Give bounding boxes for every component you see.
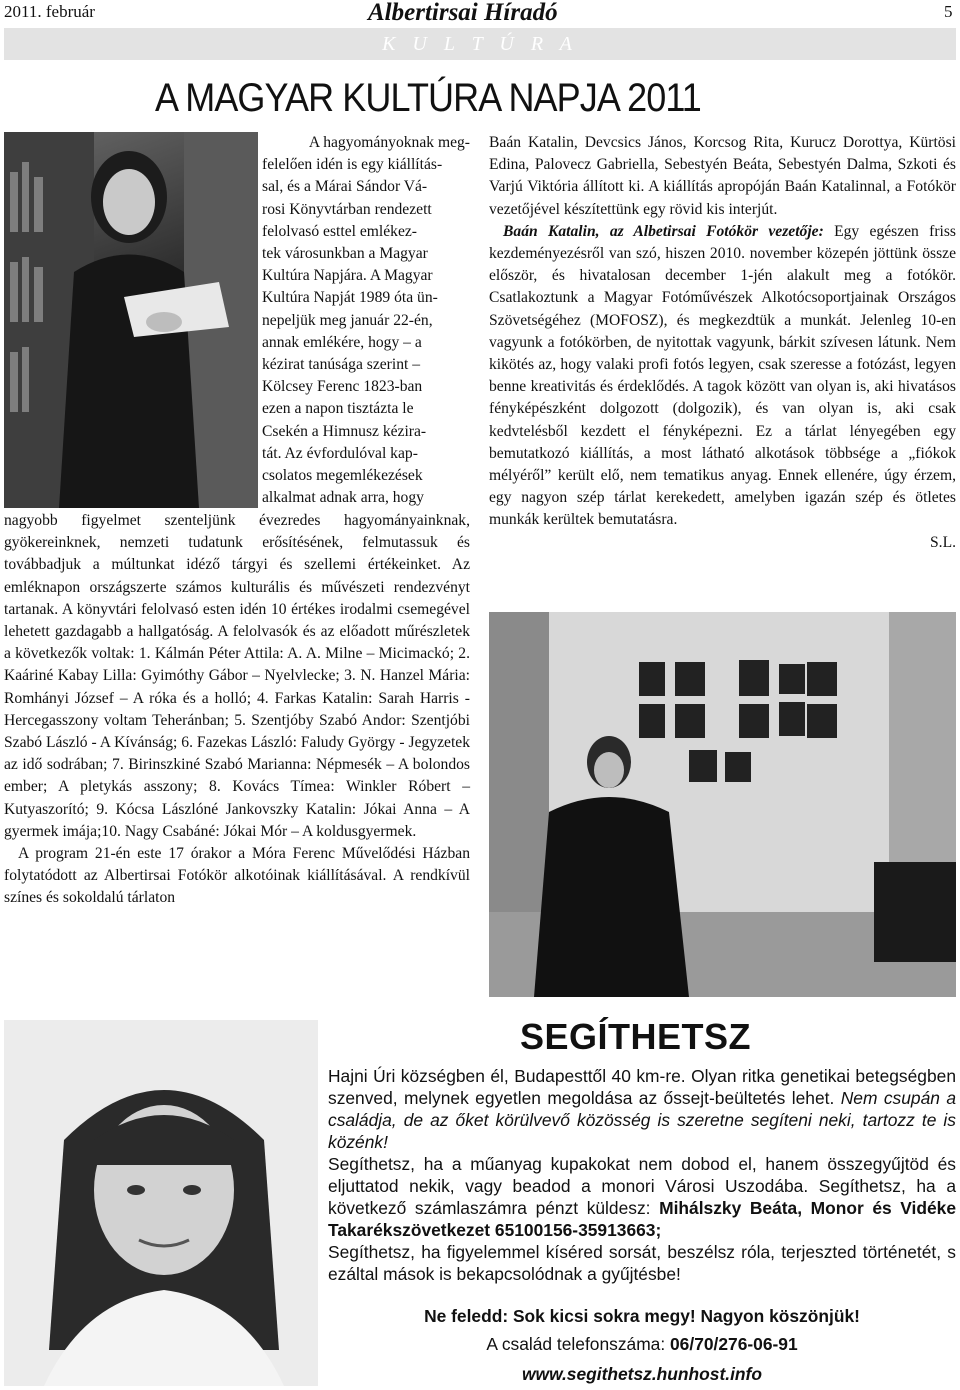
page-number: 5 <box>944 2 953 21</box>
reader-girl-illustration <box>4 132 258 508</box>
phone-number: 06/70/276-06-91 <box>670 1334 798 1354</box>
photo-exhibition <box>489 612 956 997</box>
appeal-text: Segíthetsz, ha a műanyag kupakokat nem dobod el, hanem összegyűjtöd és eljuttatod nekik, vagy beadod a monori Városi Uszodába. Segíthetsz, ha a következő számlaszámra pénzt küldesz: <box>328 1154 956 1218</box>
section-banner <box>4 28 956 60</box>
text-line: kézirat tanúsága szerint – <box>262 356 421 374</box>
text-line: felelően idén is egy kiállítás- <box>262 156 443 174</box>
text-line: tát. Az évfordulóval kap- <box>262 444 418 462</box>
appeal-text-italic: Nem csupán a családja, de az őket körülvevő közösség is szeretne segíteni neki, tartozz te is közénk! <box>328 1088 956 1152</box>
child-portrait-illustration <box>4 1020 318 1386</box>
text-line: A hagyományoknak meg- <box>308 134 470 151</box>
appeal-title: SEGÍTHETSZ <box>520 1016 752 1057</box>
text-line: csolatos megemlékezések <box>262 467 423 485</box>
family-phone-line <box>328 1334 956 1355</box>
article-right-column <box>489 132 956 554</box>
interview-lead: Baán Katalin, az Albetirsai Fotókör vezetője: <box>503 222 824 240</box>
article-paragraph: nagyobb figyelmet szenteljünk évezredes hagyományainknak, gyökereinknek, nemzeti tudatunk erősítésének, felmutassuk és továbbadjuk a múltunkat idéző tárgyi és szellemi értékeinket. Az emléknapon országszerte számos kulturális és művészeti rendezvényt tartanak. A könyvtári felolvasó esten idén 10 értékes irodalmi csemegével lehetett gazdagabb a hallgatóság. A felolvasók és az előadott műrészletek a következők voltak: 1. Kálmán Péter Attila: A. A. Milne – Micimackó; 2. Kaáriné Kabay Lilla: Gyimóthy Gábor – Nyelvlecke; 3. N. Hanzel Mária: Romhányi József – A róka és a holló; 4. Farkas Katalin: Sarah Harris - Hercegasszony voltam Teheránban; 5. Szentjóby Szabó Andor: Szentjóbi Szabó László - A Kívánság; 6. Fazekas László: Faludy György - Jegyzetek az idő sodrában; 7. Birinszkiné Szabó Marianna: Népmesék – A bolondos ember; A pletykás asszony; 8. Kovács Tímea: Winkler Róbert – Kutyaszorító; 9. Kócsa Lászlóné Jankovszky Katalin: Jókai Anna – A gyermek imája;10. Nagy Csabáné: Jókai Mór – A koldusgyermek. <box>4 512 470 840</box>
interview-text: Egy egészen friss kezdeményezésről van szó, hiszen 2010. november közepén jöttünk össze először, és hivatalosan december 1-jén alakult meg a fotókör. Csatlakoztunk a Magyar Fotóművészek Alkotócsoportjainak Országos Szövetségéhez (MOFOSZ), és megkezdtük a munkát. Jelenleg 10-en vagyunk a fotókörben, de nyitottak vagyunk, bárkit szívesen látunk. Nem kikötés az, hogy valaki profi fotós legyen, csak szeresse a fotózást, legyen benne kreativitás és érdeklődés. A tagok között van olyan is, aki hivatásos fényképészként dolgozott (dolgozik), és van olyan is, aki csak kedvtelésből kezdett el fényképezni. Ez a tárlat lényegében egy bemutatkozó kiállítás, a most látható alkotások többsége a „fiókok mélyéről” került elő, nem tematikus anyag. Ennek ellenére, úgy érzem, egy nagyon szép tárlat kerekedett, amelyben igazán szép és ötletes munkák kerültek bemutatásra. <box>489 222 956 529</box>
appeal-text: Hajni Úri községben él, Budapesttől 40 km-re. Olyan ritka genetikai betegségben szenved, melynek egyetlen megoldása az őssejt-beültetés lehet. <box>328 1066 956 1108</box>
newspaper-title: Albertirsai Híradó <box>368 0 558 26</box>
text-line: alkalmat adnak arra, hogy <box>262 489 424 507</box>
article-title: A MAGYAR KULTÚRA NAPJA 2011 <box>155 76 701 120</box>
article-paragraph: A program 21-én este 17 órakor a Móra Ferenc Művelődési Házban folytatódott az Albertirsai Fotókör alkotóinak kiállításával. A rendkívül színes és sokoldalú tárlaton <box>4 845 470 907</box>
text-line: nepeljük meg január 22-én, <box>262 311 433 329</box>
photo-child-hajni <box>4 1020 318 1386</box>
phone-label: A család telefonszáma: <box>486 1334 671 1354</box>
section-label: K U L T Ú R A <box>382 32 578 55</box>
issue-date: 2011. február <box>4 2 95 21</box>
appeal-closing: Ne feledd: Sok kicsi sokra megy! Nagyon köszönjük! <box>424 1306 860 1326</box>
text-line: tek városunkban a Magyar <box>262 245 428 263</box>
text-line: sal, és a Márai Sándor Vá- <box>262 178 428 196</box>
appeal-text: Segíthetsz, ha figyelemmel kíséred sorsát, beszélsz róla, terjeszted történetét, s ezáltal mások is bekapcsolódnak a gyűjtésbe! <box>328 1242 956 1284</box>
text-line: felolvasó esttel emlékez- <box>262 222 418 240</box>
article-signature: S.L. <box>930 533 956 551</box>
text-line: Kölcsey Ferenc 1823-ban <box>262 378 423 396</box>
article-paragraph: Baán Katalin, Devcsics János, Korcsog Rita, Kurucz Dorottya, Kürtösi Edina, Palovecz Gabriella, Sebestyén Beáta, Sebestyén Dalma, Szkoti és Varjú Viktória állított ki. A kiállítás apropóján Baán Katalinnal, a Fotókör vezetőjével készítettünk egy rövid kis interjút. <box>489 134 956 218</box>
text-line: Kultúra Napját 1989 óta ün- <box>262 289 438 307</box>
bank-account: Mihálszky Beáta, Monor és Vidéke Takarékszövetkezet 65100156-35913663; <box>328 1198 957 1240</box>
article-intro-wrap <box>262 132 470 509</box>
appeal-website-link[interactable]: www.segithetsz.hunhost.info <box>522 1364 762 1384</box>
text-line: Kultúra Napjára. A Magyar <box>262 267 433 285</box>
text-line: Csekén a Himnusz kézira- <box>262 422 427 440</box>
text-line: annak emlékére, hogy – a <box>262 333 422 351</box>
article-left-column <box>4 510 470 910</box>
text-line: ezen a napon tisztázta le <box>262 400 414 418</box>
photo-reader-girl <box>4 132 258 508</box>
appeal-body <box>328 1065 956 1285</box>
text-line: rosi Könyvtárban rendezett <box>262 200 432 218</box>
exhibition-illustration <box>489 612 956 997</box>
